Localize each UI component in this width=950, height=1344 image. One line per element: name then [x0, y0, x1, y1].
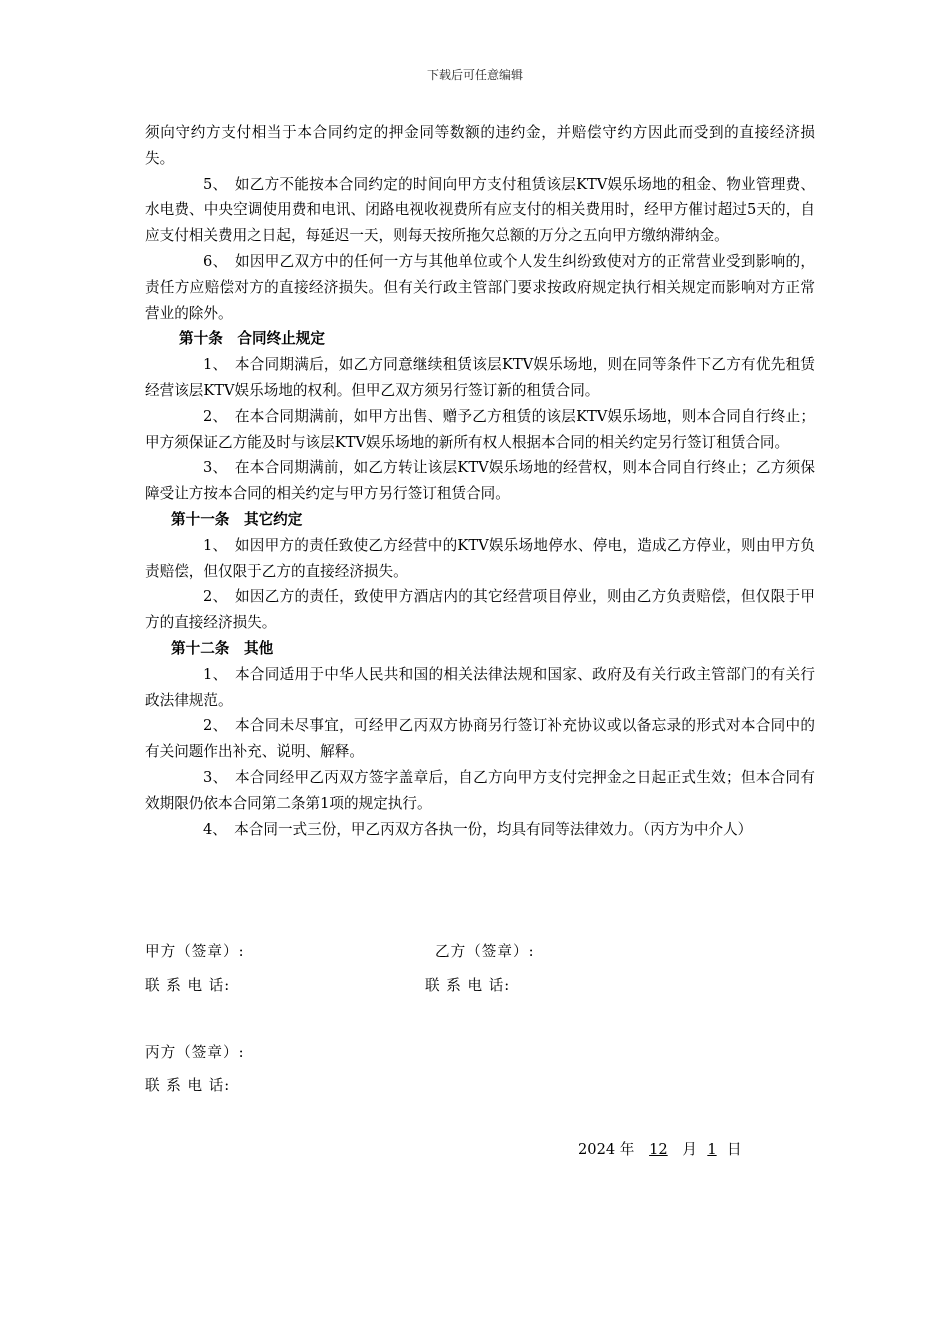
signing-date — [578, 1138, 742, 1159]
date-month: 12 — [649, 1141, 668, 1158]
clause-item-5: 5、 如乙方不能按本合同约定的时间向甲方支付租赁该层KTV娱乐场地的租金、物业管理费、水电费、中央空调使用费和电讯、闭路电视收视费所有应支付的相关费用时，经甲方催讨超过5天的，自应支付相关费用之日起，每延迟一天，则每天按所拖欠总额的万分之五向甲方缴纳滞纳金。 — [145, 175, 815, 245]
party-c-signature-label: 丙方（签章）: — [145, 1044, 245, 1061]
article-10-item-2: 2、 在本合同期满前，如甲方出售、赠予乙方租赁的该层KTV娱乐场地，则本合同自行终止；甲方须保证乙方能及时与该层KTV娱乐场地的新所有权人根据本合同的相关约定另行签订租赁合同。 — [145, 407, 815, 451]
date-day: 1 — [707, 1141, 717, 1158]
party-a-phone-label: 联 系 电 话: — [145, 977, 231, 994]
page-header: 下载后可任意编辑 — [426, 68, 523, 82]
party-a-signature-label: 甲方（签章）: — [145, 943, 245, 960]
article-11-item-2: 2、 如因乙方的责任，致使甲方酒店内的其它经营项目停业，则由乙方负责赔偿，但仅限于甲方的直接经济损失。 — [145, 588, 815, 632]
article-12-item-3: 3、 本合同经甲乙丙双方签字盖章后，自乙方向甲方支付完押金之日起正式生效；但本合同有效期限仍依本合同第二条第1项的规定执行。 — [145, 768, 815, 812]
date-year-unit: 年 — [619, 1141, 635, 1158]
article-10-item-3: 3、 在本合同期满前，如乙方转让该层KTV娱乐场地的经营权，则本合同自行终止；乙方须保障受让方按本合同的相关约定与甲方另行签订租赁合同。 — [145, 459, 815, 503]
party-b-phone-label: 联 系 电 话: — [425, 977, 511, 994]
date-year: 2024 — [578, 1141, 616, 1158]
party-c-phone-label: 联 系 电 话: — [145, 1077, 231, 1094]
article-10-heading: 第十条 合同终止规定 — [179, 330, 325, 348]
date-month-unit: 月 — [682, 1141, 697, 1158]
contract-body — [145, 120, 815, 842]
party-b-signature-label: 乙方（签章）: — [435, 943, 535, 960]
article-10-item-1: 1、 本合同期满后，如乙方同意继续租赁该层KTV娱乐场地，则在同等条件下乙方有优先租赁经营该层KTV娱乐场地的权利。但甲乙双方须另行签订新的租赁合同。 — [145, 356, 815, 399]
article-11-item-1: 1、 如因甲方的责任致使乙方经营中的KTV娱乐场地停水、停电，造成乙方停业，则由甲方负责赔偿，但仅限于乙方的直接经济损失。 — [145, 536, 815, 580]
date-day-unit: 日 — [727, 1141, 742, 1158]
article-12-item-2: 2、 本合同未尽事宜，可经甲乙丙双方协商另行签订补充协议或以备忘录的形式对本合同中的有关问题作出补充、说明、解释。 — [145, 717, 815, 761]
article-12-heading: 第十二条 其他 — [171, 639, 274, 657]
clause-item-6: 6、 如因甲乙双方中的任何一方与其他单位或个人发生纠纷致使对方的正常营业受到影响的，责任方应赔偿对方的直接经济损失。但有关行政主管部门要求按政府规定执行相关规定而影响对方正常营业的除外。 — [145, 252, 815, 322]
article-12-item-1: 1、 本合同适用于中华人民共和国的相关法律法规和国家、政府及有关行政主管部门的有关行政法律规范。 — [145, 665, 815, 709]
article-12-item-4: 4、 本合同一式三份，甲乙丙双方各执一份，均具有同等法律效力。（丙方为中介人） — [203, 820, 753, 838]
paragraph-continuation: 须向守约方支付相当于本合同约定的押金同等数额的违约金，并赔偿守约方因此而受到的直接经济损失。 — [145, 124, 815, 167]
article-11-heading: 第十一条 其它约定 — [171, 510, 303, 528]
